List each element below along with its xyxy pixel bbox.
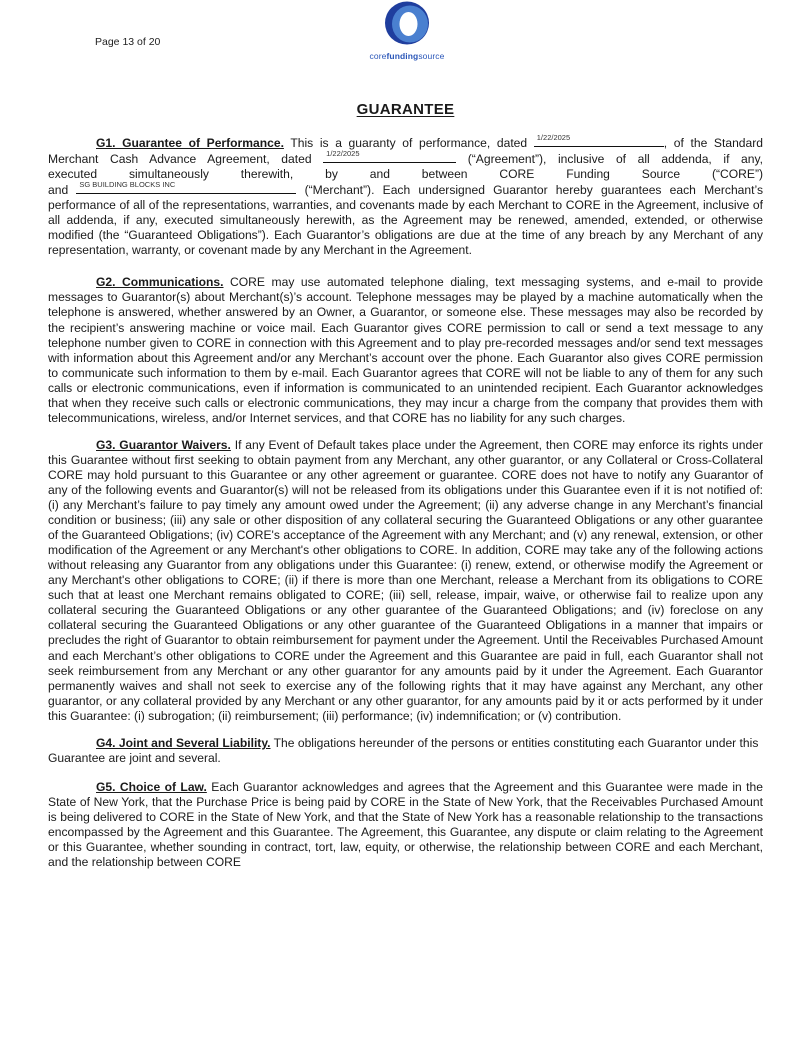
section-heading: G1. Guarantee of Performance. bbox=[96, 136, 284, 150]
section-g3 bbox=[48, 438, 763, 724]
document-body bbox=[48, 135, 763, 883]
section-heading: G4. Joint and Several Liability. bbox=[96, 735, 271, 750]
company-logo bbox=[361, 0, 453, 66]
section-g5 bbox=[48, 780, 763, 870]
g1-text: and bbox=[48, 183, 77, 198]
dated-value: 1/22/2025 bbox=[326, 149, 360, 159]
g1-text: (“Merchant”). Each undersigned Guarantor hereby guarantees each Merchant’s performance of all of the representations, warranties, and covenants made by each Merchant to CORE in the Agreement, inclusive of all addenda, if any, executed simultaneously herewith, as the Agreement may be renewed, amended, extended, or otherwise modified (the “Guaranteed Obligations”). Each Guarantor’s obligations are due at the time of any breach by any Merchant of any representation, warranty, or covenant made by any Merchant in the Agreement. bbox=[48, 183, 763, 258]
dated-field bbox=[323, 151, 456, 163]
section-heading: G2. Communications. bbox=[96, 275, 224, 290]
section-g2 bbox=[48, 275, 763, 425]
g1-text: , of the Standard bbox=[663, 136, 764, 150]
section-g1 bbox=[48, 135, 763, 258]
section-heading: G3. Guarantor Waivers. bbox=[96, 437, 231, 452]
section-g4 bbox=[48, 736, 763, 766]
section-body: CORE may use automated telephone dialing, text messaging systems, and e-mail to provide messages to Guarantor(s) about Merchant(s)’s account. Telephone messages may be played by a machine automatically when the telephone is answered, whether answered by an Owner, a Guarantor, or someone else. These messages may also be recorded by the recipient’s answering machine or voice mail. Each Guarantor gives CORE permission to call or send a text message to any telephone number given to CORE in connection with this Agreement and to play pre-recorded messages and/or send text messages with information about this Agreement and/or any Merchant’s account over the phone. Each Guarantor also gives CORE permission to communicate such information to them by e-mail. Each Guarantor agrees that CORE will not be liable to any of them for any such calls or electronic communications, even if information is communicated to an unintended recipient. Each Guarantor acknowledges that when they receive such calls or electronic communications, they may incur a charge from the company that provides them with telecommunications, wireless, and/or Internet services, and that CORE has no liability for any such charges. bbox=[48, 275, 763, 425]
g1-text: Merchant Cash Advance Agreement, dated bbox=[48, 152, 324, 167]
g1-line-3: executed simultaneously therewith, by and between CORE Funding Source (“CORE”) bbox=[48, 167, 763, 182]
section-body: Each Guarantor acknowledges and agrees that the Agreement and this Guarantee were made in the State of New York, that the Purchase Price is being paid by CORE in the State of New York, that the Receivables Purchased Amount is being delivered to CORE in the State of New York, and that the State of New York has a reasonable relationship to the transactions encompassed by the Agreement and this Guarantee. The Agreement, this Guarantee, any dispute or claim relating to the Agreement or this Guarantee, whether sounding in contract, tort, law, equity, or otherwise, the relationship between CORE and each Merchant, and the relationship between CORE bbox=[48, 779, 763, 870]
agreement-date-value: 1/22/2025 bbox=[536, 133, 571, 142]
ring-logo-icon bbox=[383, 0, 431, 46]
g1-line-1 bbox=[48, 135, 763, 151]
g1-text: This is a guaranty of performance, dated bbox=[283, 136, 534, 150]
page-number: Page 13 of 20 bbox=[95, 36, 161, 48]
section-heading: G5. Choice of Law. bbox=[96, 779, 207, 794]
merchant-name-value: SG BUILDING BLOCKS INC bbox=[79, 180, 176, 190]
merchant-name-field bbox=[76, 182, 296, 194]
agreement-date-field bbox=[534, 135, 664, 147]
section-body: The obligations hereunder of the persons or entities constituting each Guarantor under this Guarantee are joint and several. bbox=[48, 735, 759, 765]
g1-text: (“Agreement”), inclusive of all addenda, if any, bbox=[456, 152, 763, 167]
logo-wordmark: corefundingsource bbox=[369, 51, 445, 61]
section-body: If any Event of Default takes place under the Agreement, then CORE may enforce its rights under this Guarantee without first seeking to obtain payment from any Merchant, any other guarantor, or any Collateral or Cross-Collateral CORE may hold pursuant to this Guarantee or any other agreement or guarantee. CORE does not have to notify any Guarantor of any of the following events and Guarantor(s) will not be released from its obligations under this Guarantee even if it is not notified of: (i) any Merchant’s failure to pay timely any amount owed under the Agreement; (ii) any adverse change in any Merchant’s financial condition or business; (iii) any sale or other disposition of any collateral securing the Guaranteed Obligations or any other guarantee of the Guaranteed Obligations; (iv) CORE's acceptance of the Agreement with any Merchant; and (v) any renewal, extension, or other modification of the Agreement or any Merchant's other obligations to CORE. In addition, CORE may take any of the following actions without releasing any Guarantor from any obligations under this Guarantee: (i) renew, extend, or otherwise modify the Agreement or any Merchant's other obligations to CORE; (ii) if there is more than one Merchant, release a Merchant from its obligations to CORE such that at least one Merchant remains obligated to CORE; (iii) sell, release, impair, waive, or otherwise fail to realize upon any collateral securing the Guaranteed Obligations or any other guarantee of the Guaranteed Obligations; and (iv) foreclose on any collateral securing the Guaranteed Obligations or any other guarantee of the Guaranteed Obligations in a manner that impairs or precludes the right of Guarantor to obtain reimbursement for payment under the Agreement. Until the Receivables Purchased Amount and each Merchant’s other obligations to CORE under the Agreement and this Guarantee are paid in full, each Guarantor shall not seek reimbursement from any Merchant or any other guarantor for any amounts paid by it under the Agreement. Each Guarantor permanently waives and shall not seek to exercise any of the following rights that it may have against any Merchant, any other guarantor, or any collateral provided by any Merchant or any other guarantor, for any amounts paid by it or acts performed by it under this Guarantee: (i) subrogation; (ii) reimbursement; (iii) performance; (iv) indemnification; or (v) contribution. bbox=[48, 437, 763, 723]
g1-line-2 bbox=[48, 151, 763, 167]
document-title: GUARANTEE bbox=[356, 101, 455, 118]
